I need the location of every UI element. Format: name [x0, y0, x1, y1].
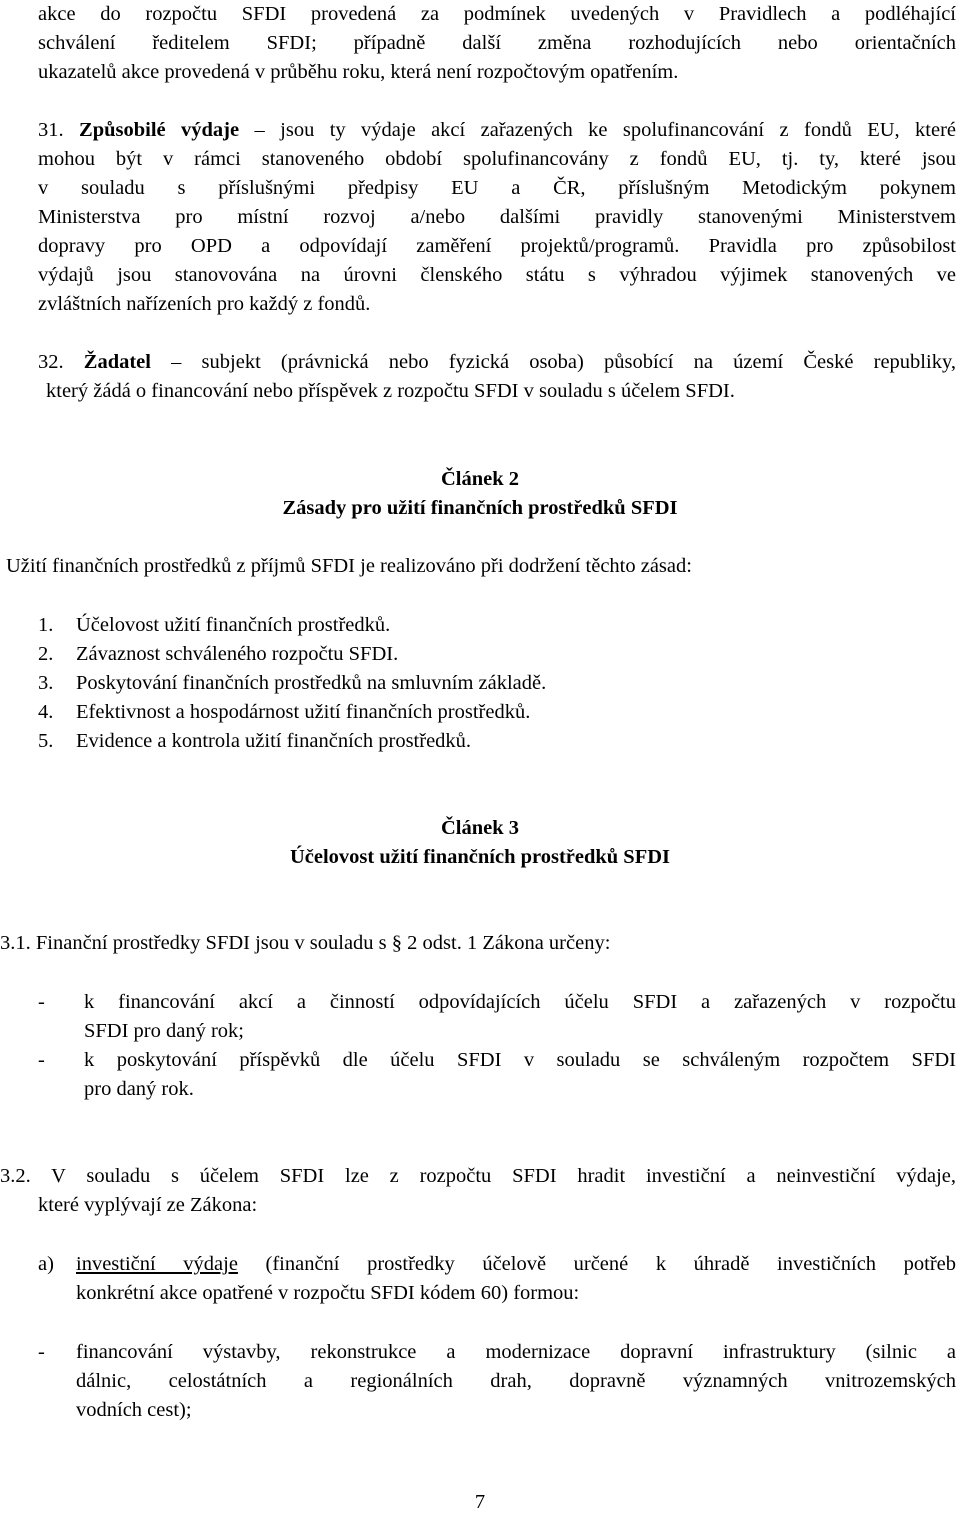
intro-line-3: ukazatelů akce provedená v průběhu roku, která není rozpočtovým opatřením. [38, 61, 679, 83]
definition-31-line: výdajů jsou stanovována na úrovni členského státu s výhradou výjimek stanovených ve [38, 264, 956, 286]
definition-32 [38, 348, 956, 406]
definition-31-line: zvláštních nařízeních pro každý z fondů. [38, 293, 371, 315]
principle-item-2 [38, 640, 398, 669]
dash-bullet: - [38, 991, 45, 1013]
principle-number: 5. [38, 730, 54, 752]
definition-32-term: Žadatel [83, 351, 151, 373]
clause-3-2-line-1: 3.2. V souladu s účelem SFDI lze z rozpočtu SFDI hradit investiční a neinvestiční výdaje, [0, 1165, 956, 1187]
definition-31-number: 31. [38, 119, 64, 141]
item-a-line-2: konkrétní akce opatřené v rozpočtu SFDI kódem 60) formou: [76, 1282, 580, 1304]
principle-number: 1. [38, 614, 54, 636]
item-a [76, 1250, 956, 1308]
intro-paragraph [38, 0, 956, 87]
dash-item-1-line-2: SFDI pro daný rok; [84, 1020, 245, 1042]
article-2-intro: Užití finančních prostředků z příjmů SFDI je realizováno při dodržení těchto zásad: [6, 555, 692, 577]
principle-text: Evidence a kontrola užití finančních prostředků. [76, 730, 472, 752]
dash-bullet: - [38, 1341, 45, 1363]
item-a-line-1 [76, 1250, 956, 1279]
page-number: 7 [474, 1491, 486, 1513]
definition-31-first-line [38, 116, 956, 145]
clause-3-2-line-2: které vyplývají ze Zákona: [38, 1194, 258, 1216]
dash-item-1 [84, 988, 956, 1046]
principle-item-1 [38, 611, 390, 640]
item-a-label: a) [38, 1253, 54, 1275]
principle-text: Závaznost schváleného rozpočtu SFDI. [76, 643, 399, 665]
definition-32-number: 32. [38, 351, 64, 373]
dash-item-2 [84, 1046, 956, 1104]
dash-item-3-line-1: financování výstavby, rekonstrukce a modernizace dopravní infrastruktury (silnic a [76, 1341, 956, 1363]
principle-text: Poskytování finančních prostředků na smluvním základě. [76, 672, 547, 694]
dash-item-3-line-2: dálnic, celostátních a regionálních drah, dopravně významných vnitrozemských [76, 1370, 956, 1392]
principle-item-5 [38, 727, 471, 756]
definition-32-first-rest: – subjekt (právnická nebo fyzická osoba) působící na území České republiky, [150, 351, 956, 373]
clause-3-2 [0, 1162, 956, 1220]
principle-number: 4. [38, 701, 54, 723]
definition-31-line: v souladu s příslušnými předpisy EU a ČR, příslušným Metodickým pokynem [38, 177, 956, 199]
article-2-title: Zásady pro užití finančních prostředků SFDI [282, 497, 678, 519]
article-2-heading: Článek 2 [440, 468, 520, 490]
item-a-rest: (finanční prostředky účelově určené k úhradě investičních potřeb [237, 1253, 956, 1275]
dash-item-2-line-1: k poskytování příspěvků dle účelu SFDI v souladu se schváleným rozpočtem SFDI [84, 1049, 956, 1071]
dash-bullet: - [38, 1049, 45, 1071]
definition-31-line: mohou být v rámci stanoveného období spolufinancovány z fondů EU, tj. ty, které jsou [38, 148, 956, 170]
intro-line-2: schválení ředitelem SFDI; případně další změna rozhodujících nebo orientačních [38, 32, 956, 54]
item-a-underlined: investiční výdaje [76, 1253, 238, 1275]
definition-32-line-2: který žádá o financování nebo příspěvek z rozpočtu SFDI v souladu s účelem SFDI. [46, 380, 735, 402]
dash-item-3 [76, 1338, 956, 1425]
principle-number: 3. [38, 672, 54, 694]
principle-number: 2. [38, 643, 54, 665]
definition-31-term: Způsobilé výdaje [79, 119, 240, 141]
dash-item-3-line-3: vodních cest); [76, 1399, 192, 1421]
definition-31-line: Ministerstva pro místní rozvoj a/nebo dalšími pravidly stanovenými Ministerstvem [38, 206, 956, 228]
principle-text: Efektivnost a hospodárnost užití finančních prostředků. [76, 701, 531, 723]
clause-3-1: 3.1. Finanční prostředky SFDI jsou v souladu s § 2 odst. 1 Zákona určeny: [0, 932, 611, 954]
intro-line-1: akce do rozpočtu SFDI provedená za podmínek uvedených v Pravidlech a podléhající [38, 3, 956, 25]
article-3-heading: Článek 3 [440, 817, 520, 839]
definition-32-first-line [38, 348, 956, 377]
principle-item-3 [38, 669, 546, 698]
principle-item-4 [38, 698, 530, 727]
article-3-title: Účelovost užití finančních prostředků SFDI [289, 846, 671, 868]
definition-31-first-rest: – jsou ty výdaje akcí zařazených ke spolufinancování z fondů EU, které [239, 119, 957, 141]
dash-item-2-line-2: pro daný rok. [84, 1078, 194, 1100]
definition-31 [38, 116, 956, 319]
definition-31-line: dopravy pro OPD a odpovídají zaměření projektů/programů. Pravidla pro způsobilost [38, 235, 956, 257]
dash-item-1-line-1: k financování akcí a činností odpovídajících účelu SFDI a zařazených v rozpočtu [84, 991, 956, 1013]
principle-text: Účelovost užití finančních prostředků. [76, 614, 391, 636]
